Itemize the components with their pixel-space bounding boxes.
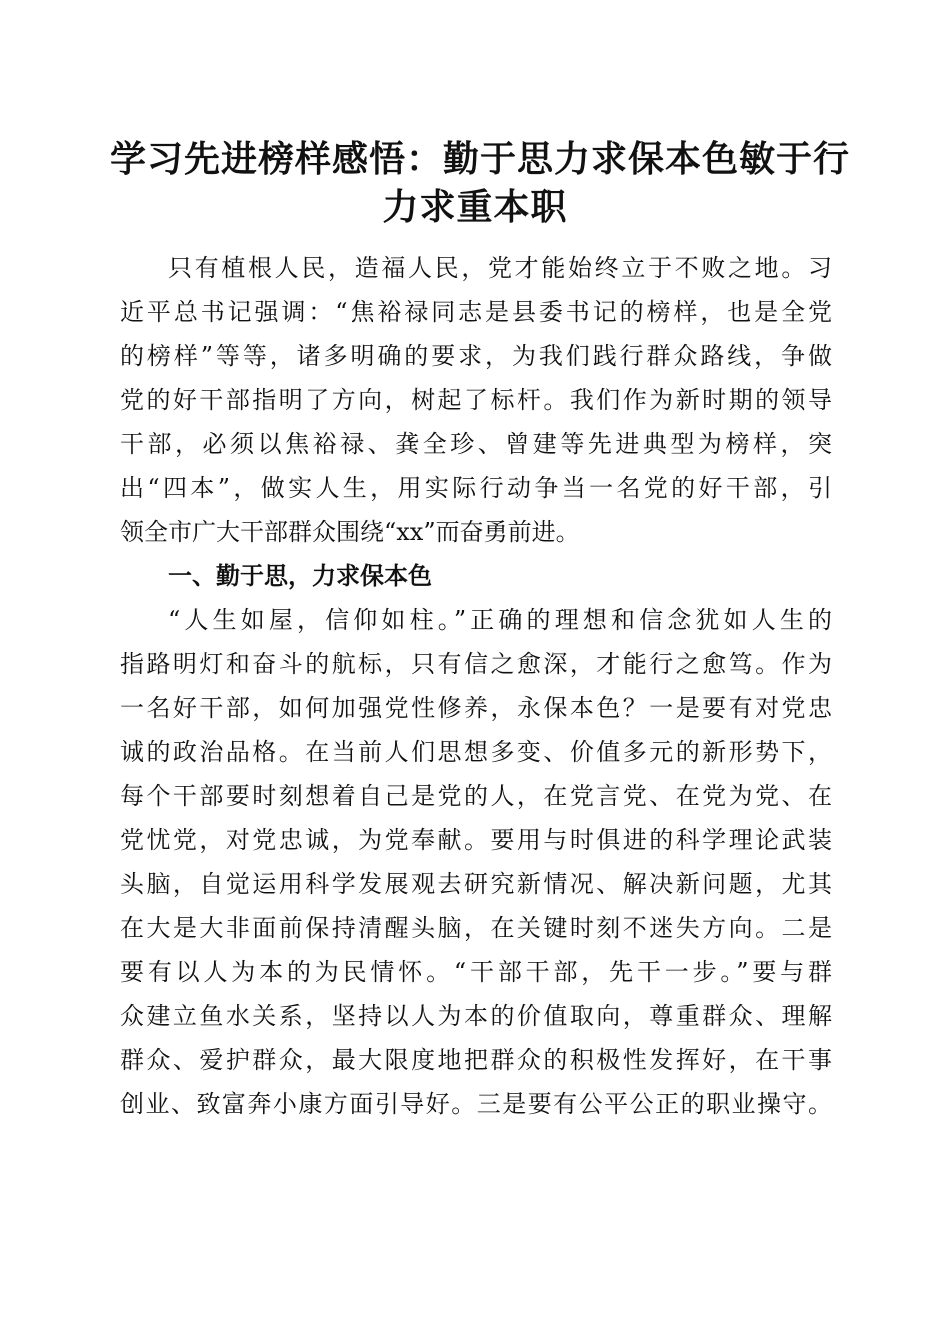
paragraph-1-line-7: 领全市广大干部群众围绕“xx”而奋勇前进。	[120, 518, 580, 546]
paragraph-1-line-3: 的榜样”等等，诸多明确的要求，为我们践行群众路线，争做	[120, 342, 832, 370]
paragraph-2-line-6: 党忧党，对党忠诚，为党奉献。要用与时俱进的科学理论武装	[120, 826, 832, 854]
paragraph-2-line-11: 群众、爱护群众，最大限度地把群众的积极性发挥好，在干事	[120, 1046, 832, 1074]
paragraph-2-line-9: 要有以人为本的为民情怀。“干部干部，先干一步。”要与群	[120, 958, 832, 986]
paragraph-2-line-10: 众建立鱼水关系，坚持以人为本的价值取向，尊重群众、理解	[120, 1002, 832, 1030]
paragraph-2-line-8: 在大是大非面前保持清醒头脑，在关键时刻不迷失方向。二是	[120, 914, 832, 942]
paragraph-1-line-5: 干部，必须以焦裕禄、龚全珍、曾建等先进典型为榜样，突	[120, 430, 832, 458]
document-title-line-2: 力求重本职	[382, 186, 568, 228]
paragraph-2-line-1: “人生如屋，信仰如柱。”正确的理想和信念犹如人生的	[168, 606, 832, 634]
document-title-line-1: 学习先进榜样感悟：勤于思力求保本色敏于行	[110, 138, 851, 180]
paragraph-2-line-5: 每个干部要时刻想着自己是党的人，在党言党、在党为党、在	[120, 782, 832, 810]
paragraph-2-line-12: 创业、致富奔小康方面引导好。三是要有公平公正的职业操守。	[120, 1090, 832, 1118]
paragraph-1-line-2: 近平总书记强调：“焦裕禄同志是县委书记的榜样，也是全党	[120, 298, 832, 326]
paragraph-2-line-7: 头脑，自觉运用科学发展观去研究新情况、解决新问题，尤其	[120, 870, 832, 898]
paragraph-1-line-4: 党的好干部指明了方向，树起了标杆。我们作为新时期的领导	[120, 386, 832, 414]
paragraph-2-line-3: 一名好干部，如何加强党性修养，永保本色？一是要有对党忠	[120, 694, 832, 722]
paragraph-2-line-2: 指路明灯和奋斗的航标，只有信之愈深，才能行之愈笃。作为	[120, 650, 832, 678]
section-1-heading: 一、勤于思，力求保本色	[168, 562, 432, 590]
paragraph-2-line-4: 诚的政治品格。在当前人们思想多变、价值多元的新形势下，	[120, 738, 832, 766]
paragraph-1-line-1: 只有植根人民，造福人民，党才能始终立于不败之地。习	[168, 254, 832, 282]
paragraph-1-line-6: 出“四本”，做实人生，用实际行动争当一名党的好干部，引	[120, 474, 832, 502]
